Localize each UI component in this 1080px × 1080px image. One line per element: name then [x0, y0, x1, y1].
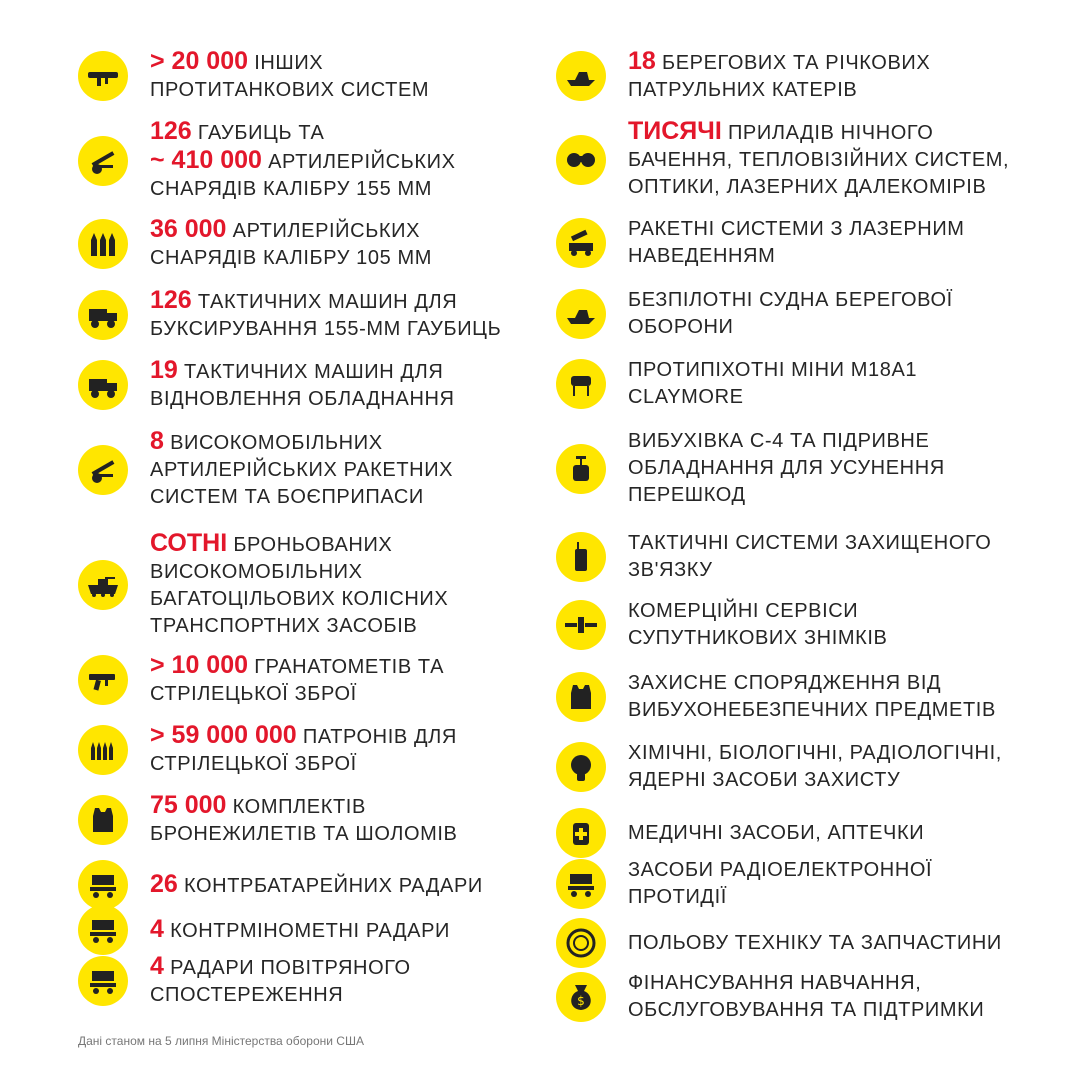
anti-tank-launcher-icon	[78, 51, 128, 101]
item-line: СНАРЯДІВ КАЛІБРУ 105 ММ	[150, 247, 433, 269]
item-line: КОНТРМІНОМЕТНІ РАДАРИ	[170, 919, 451, 942]
item-text	[628, 598, 887, 652]
money-bag-icon	[556, 972, 606, 1022]
item-line: ТАКТИЧНИХ МАШИН ДЛЯ	[197, 291, 458, 313]
item-line: СТРІЛЕЦЬКОЇ ЗБРОЇ	[150, 753, 357, 775]
right-item	[556, 970, 1026, 1024]
item-line: СТРІЛЕЦЬКОЇ ЗБРОЇ	[150, 683, 357, 705]
left-item	[78, 216, 518, 272]
item-line: СИСТЕМ ТА БОЄПРИПАСИ	[150, 486, 424, 508]
right-item	[556, 48, 1026, 104]
highlight-number: ~ 410 000	[150, 146, 262, 174]
highlight-number: 126	[150, 286, 192, 314]
right-item	[556, 357, 1026, 411]
item-text	[628, 216, 965, 270]
item-text	[150, 792, 458, 848]
left-item	[78, 357, 518, 413]
highlight-number: 4	[150, 914, 164, 943]
right-item	[556, 598, 1026, 652]
item-line: ЗАХИСНЕ СПОРЯДЖЕННЯ ВІД	[628, 672, 942, 694]
item-line: ПРОТИТАНКОВИХ СИСТЕМ	[150, 79, 430, 101]
item-text	[150, 871, 483, 900]
item-line: БРОНЬОВАНИХ	[233, 534, 393, 556]
item-line: ПАТРУЛЬНИХ КАТЕРІВ	[628, 79, 858, 101]
rocket-artillery-icon	[78, 445, 128, 495]
item-line: ХІМІЧНІ, БІОЛОГІЧНІ, РАДІОЛОГІЧНІ,	[628, 742, 1002, 764]
left-item	[78, 118, 518, 203]
item-line: ВИСОКОМОБІЛЬНИХ	[170, 432, 383, 454]
first-aid-kit-icon	[556, 808, 606, 858]
highlight-number: 36 000	[150, 215, 227, 243]
item-text	[150, 357, 455, 413]
item-text	[150, 722, 457, 778]
claymore-mine-icon	[556, 359, 606, 409]
body-armor-icon	[78, 795, 128, 845]
item-text	[150, 118, 456, 203]
item-text	[628, 930, 1002, 957]
highlight-number: > 10 000	[150, 651, 249, 679]
highlight-number: ТИСЯЧІ	[628, 117, 722, 145]
item-line: ТАКТИЧНИХ МАШИН ДЛЯ	[183, 361, 444, 383]
item-line: СПОСТЕРЕЖЕННЯ	[150, 984, 344, 1006]
left-item	[78, 287, 518, 343]
item-line: НАВЕДЕННЯМ	[628, 245, 776, 267]
item-text	[628, 118, 1009, 201]
gas-mask-icon	[556, 742, 606, 792]
item-line: ОБЛАДНАННЯ ДЛЯ УСУНЕННЯ	[628, 457, 945, 479]
detonator-icon	[556, 444, 606, 494]
satellite-icon	[556, 600, 606, 650]
item-text	[628, 740, 1002, 794]
item-text	[150, 216, 432, 272]
left-item	[78, 792, 518, 848]
right-item	[556, 118, 1026, 201]
right-item	[556, 918, 1026, 968]
item-line: АРТИЛЕРІЙСЬКИХ	[232, 220, 421, 242]
item-text	[150, 652, 444, 708]
item-line: ВИБУХІВКА С-4 ТА ПІДРИВНЕ	[628, 430, 930, 452]
left-item	[78, 860, 518, 910]
right-item	[556, 808, 1026, 858]
item-line: ОБОРОНИ	[628, 316, 734, 338]
right-item	[556, 428, 1026, 509]
item-text	[628, 48, 930, 104]
recovery-truck-icon	[78, 360, 128, 410]
item-text	[628, 970, 984, 1024]
item-line: БЕЗПІЛОТНІ СУДНА БЕРЕГОВОЇ	[628, 289, 953, 311]
item-line: РАКЕТНІ СИСТЕМИ З ЛАЗЕРНИМ	[628, 218, 965, 240]
item-text	[628, 428, 945, 509]
right-item	[556, 287, 1026, 341]
item-line: ЗАСОБИ РАДІОЕЛЕКТРОННОЇ	[628, 859, 933, 881]
howitzer-icon	[78, 136, 128, 186]
artillery-shells-icon	[78, 219, 128, 269]
highlight-number: 126	[150, 117, 192, 145]
item-line: CLAYMORE	[628, 386, 744, 408]
radar-icon	[78, 905, 128, 955]
highlight-number: 8	[150, 427, 164, 455]
item-text	[628, 357, 917, 411]
item-line: ВІДНОВЛЕННЯ ОБЛАДНАННЯ	[150, 388, 455, 410]
highlight-number: > 59 000 000	[150, 721, 297, 749]
highlight-number: 4	[150, 952, 164, 980]
cartridges-icon	[78, 725, 128, 775]
item-text	[150, 48, 429, 104]
left-item	[78, 652, 518, 708]
item-line: МЕДИЧНІ ЗАСОБИ, АПТЕЧКИ	[628, 821, 925, 844]
item-text	[628, 857, 932, 911]
item-line: АРТИЛЕРІЙСЬКИХ РАКЕТНИХ	[150, 459, 454, 481]
item-text	[628, 820, 924, 847]
item-line: ОБСЛУГОВУВАННЯ ТА ПІДТРИМКИ	[628, 999, 985, 1021]
item-line: БУКСИРУВАННЯ 155-ММ ГАУБИЦЬ	[150, 318, 502, 340]
grenade-launcher-icon	[78, 655, 128, 705]
item-line: ВИБУХОНЕБЕЗПЕЧНИХ ПРЕДМЕТІВ	[628, 699, 996, 721]
svg-text:$: $	[577, 994, 585, 1008]
item-line: АРТИЛЕРІЙСЬКИХ	[268, 151, 456, 173]
item-line: КОНТРБАТАРЕЙНИХ РАДАРИ	[183, 874, 483, 897]
item-line: РАДАРИ ПОВІТРЯНОГО	[170, 957, 411, 979]
item-text	[150, 428, 453, 511]
item-text	[628, 287, 953, 341]
electronic-warfare-icon	[556, 859, 606, 909]
item-line: ПОЛЬОВУ ТЕХНІКУ ТА ЗАПЧАСТИНИ	[628, 931, 1002, 954]
item-line: СНАРЯДІВ КАЛІБРУ 155 ММ	[150, 178, 433, 200]
item-line: ПРОТИПІХОТНІ МІНИ М18А1	[628, 359, 918, 381]
item-line: ПРОТИДІЇ	[628, 886, 727, 908]
item-line: ТАКТИЧНІ СИСТЕМИ ЗАХИЩЕНОГО	[628, 532, 992, 554]
item-line: БАГАТОЦІЛЬОВИХ КОЛІСНИХ	[150, 588, 449, 610]
unmanned-boat-icon	[556, 289, 606, 339]
item-text	[628, 530, 991, 584]
item-line: ПАТРОНІВ ДЛЯ	[302, 726, 457, 748]
right-item	[556, 216, 1026, 270]
item-line: ФІНАНСУВАННЯ НАВЧАННЯ,	[628, 972, 922, 994]
item-line: ОПТИКИ, ЛАЗЕРНИХ ДАЛЕКОМІРІВ	[628, 176, 987, 198]
item-line: ІНШИХ	[254, 52, 324, 74]
highlight-number: > 20 000	[150, 47, 249, 75]
radar-icon	[78, 956, 128, 1006]
left-item	[78, 530, 518, 640]
right-item	[556, 530, 1026, 584]
radar-icon	[78, 860, 128, 910]
left-item	[78, 722, 518, 778]
protective-vest-icon	[556, 672, 606, 722]
highlight-number: 75 000	[150, 791, 227, 819]
night-vision-icon	[556, 135, 606, 185]
item-line: ЯДЕРНІ ЗАСОБИ ЗАХИСТУ	[628, 769, 901, 791]
item-text	[150, 953, 411, 1009]
source-footnote: Дані станом на 5 липня Міністерства оборони США	[78, 1034, 364, 1048]
item-line: ЗВ'ЯЗКУ	[628, 559, 713, 581]
highlight-number: 18	[628, 47, 656, 75]
item-line: ВИСОКОМОБІЛЬНИХ	[150, 561, 363, 583]
item-text	[150, 287, 501, 343]
highlight-number: СОТНІ	[150, 529, 228, 557]
left-item	[78, 428, 518, 511]
radio-icon	[556, 532, 606, 582]
tire-icon	[556, 918, 606, 968]
highlight-number: 19	[150, 356, 178, 384]
item-text	[150, 916, 450, 945]
item-text	[628, 670, 996, 724]
right-item	[556, 740, 1026, 794]
item-line: ГАУБИЦЬ ТА	[197, 122, 325, 144]
right-item	[556, 857, 1026, 911]
item-line: БРОНЕЖИЛЕТІВ ТА ШОЛОМІВ	[150, 823, 458, 845]
item-line: КОМПЛЕКТІВ	[232, 796, 366, 818]
item-line: СУПУТНИКОВИХ ЗНІМКІВ	[628, 627, 888, 649]
item-line: БЕРЕГОВИХ ТА РІЧКОВИХ	[661, 52, 931, 74]
tactical-truck-icon	[78, 290, 128, 340]
item-line: БАЧЕННЯ, ТЕПЛОВІЗІЙНИХ СИСТЕМ,	[628, 149, 1010, 171]
patrol-boat-icon	[556, 51, 606, 101]
highlight-number: 26	[150, 869, 178, 898]
item-line: ПЕРЕШКОД	[628, 484, 746, 506]
armored-vehicle-icon	[78, 560, 128, 610]
item-text	[150, 530, 448, 640]
right-item	[556, 670, 1026, 724]
left-item	[78, 905, 518, 955]
item-line: КОМЕРЦІЙНІ СЕРВІСИ	[628, 600, 859, 622]
laser-guided-rocket-icon	[556, 218, 606, 268]
item-line: ГРАНАТОМЕТІВ ТА	[254, 656, 445, 678]
left-item	[78, 953, 518, 1009]
item-line: ТРАНСПОРТНИХ ЗАСОБІВ	[150, 615, 418, 637]
item-line: ПРИЛАДІВ НІЧНОГО	[727, 122, 934, 144]
left-item	[78, 48, 518, 104]
